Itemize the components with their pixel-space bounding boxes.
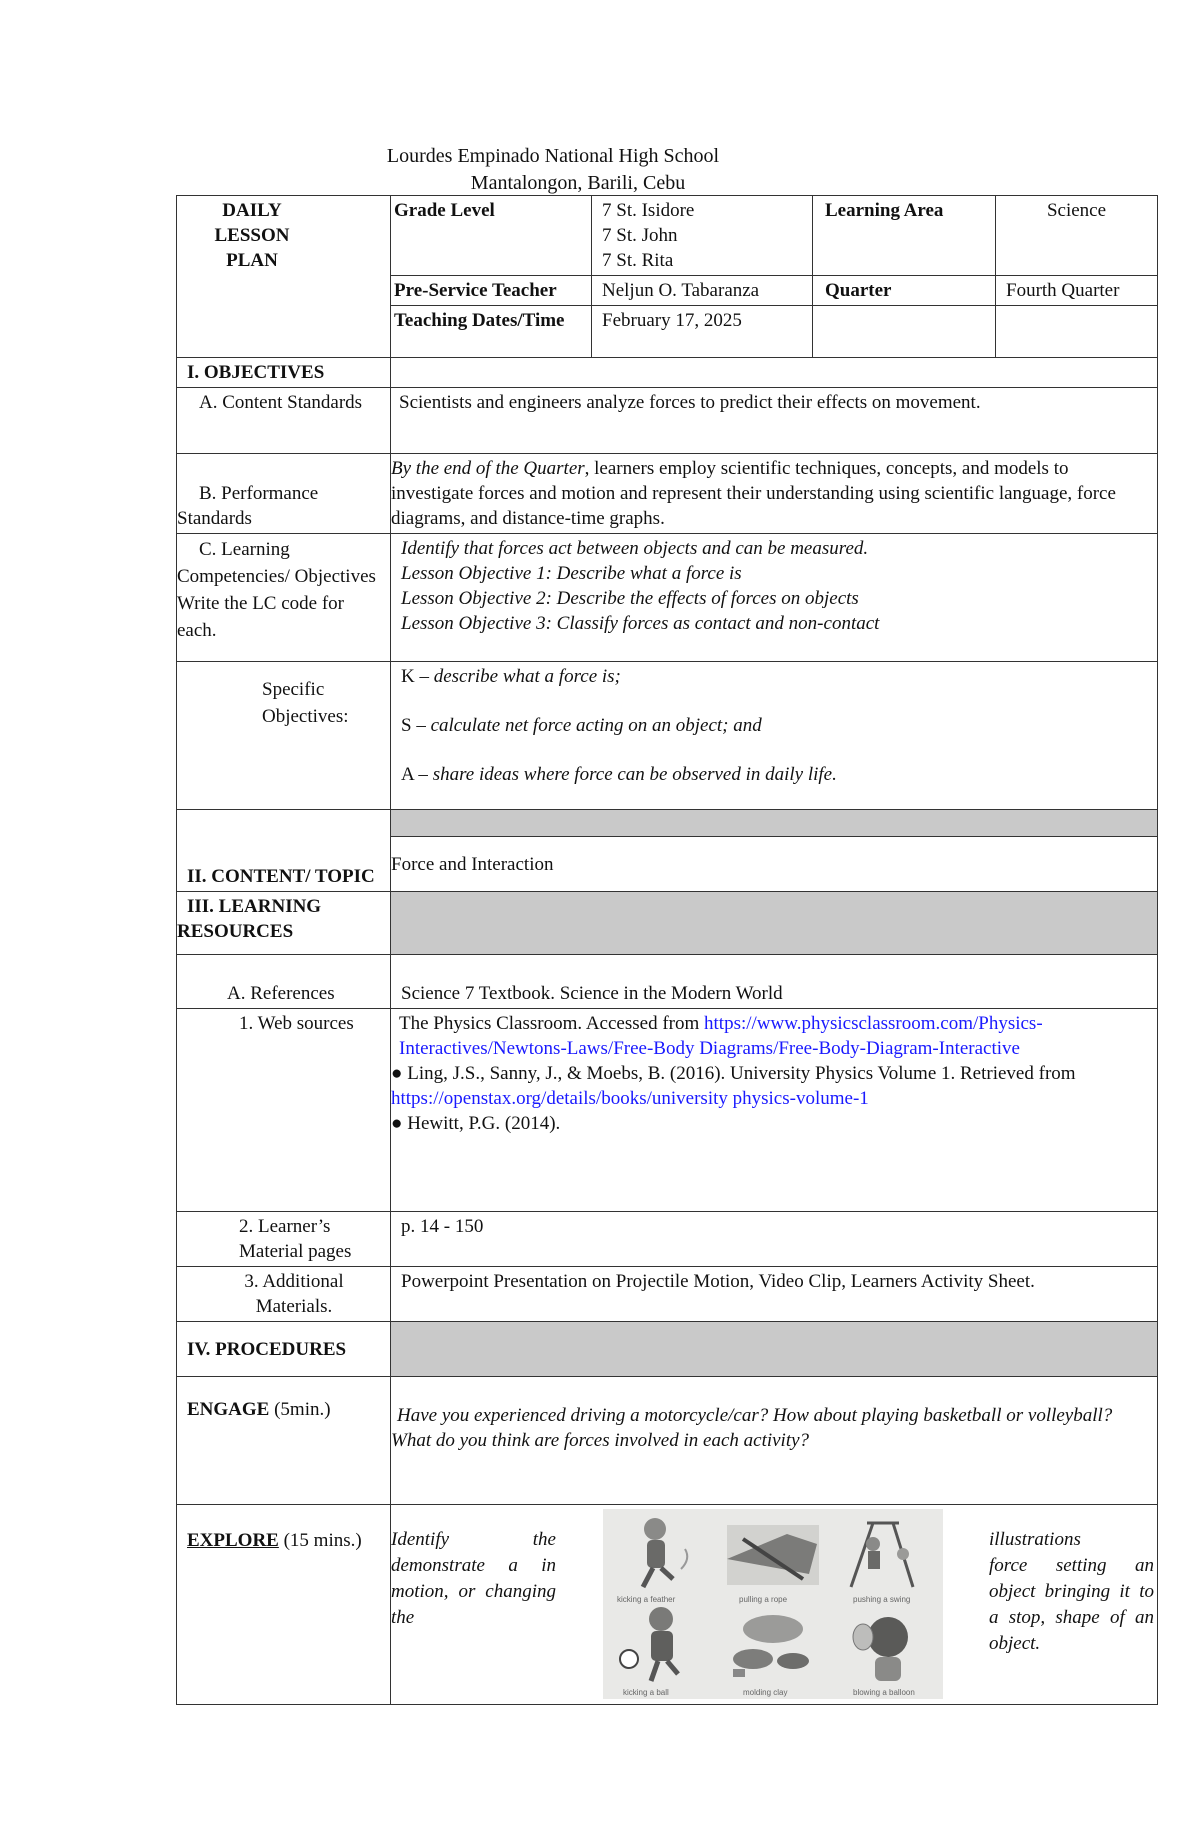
- web-sources-label: 1. Web sources: [177, 1009, 391, 1212]
- references-text: Science 7 Textbook. Science in the Modern World: [391, 955, 1158, 1009]
- dates-value: February 17, 2025: [592, 306, 813, 358]
- quarter-value: Fourth Quarter: [996, 276, 1158, 306]
- competency-item: Lesson Objective 2: Describe the effects of forces on objects: [401, 588, 859, 609]
- explore-illustrations: [603, 1509, 943, 1699]
- section-item: 7 St. Isidore: [602, 200, 695, 221]
- specific-objective-a: [401, 762, 1154, 787]
- specific-objectives-label: Specific Objectives:: [262, 679, 349, 727]
- grade-level-label: Grade Level: [391, 196, 592, 276]
- teacher-name: Neljun O. Tabaranza: [592, 276, 813, 306]
- objectives-heading: I. OBJECTIVES: [177, 358, 391, 388]
- performance-standards-label: [177, 454, 391, 534]
- engage-label: ENGAGE: [187, 1399, 270, 1420]
- shaded-cell: [391, 810, 1158, 837]
- learners-material-pages: p. 14 - 150: [391, 1212, 1158, 1267]
- procedures-heading: IV. PROCEDURES: [177, 1322, 391, 1377]
- competencies-label: [177, 534, 391, 662]
- performance-standards-text: [391, 454, 1158, 534]
- engage-question-2: What do you think are forces involved in each activity?: [391, 1430, 810, 1451]
- sections-cell: [592, 196, 813, 276]
- objective-code: A –: [401, 764, 433, 785]
- engage-cell: [391, 1377, 1158, 1505]
- web-source-link[interactable]: https://openstax.org/details/books/university physics-volume-1: [391, 1088, 869, 1109]
- competency-item: Lesson Objective 3: Classify forces as contact and non-contact: [401, 613, 880, 634]
- objective-text: calculate net force acting on an object; and: [430, 715, 762, 736]
- shaded-cell: [391, 1322, 1158, 1377]
- learners-material-label: 2. Learner’s Material pages: [177, 1212, 391, 1267]
- section-item: 7 St. Rita: [602, 250, 674, 271]
- web-source-1: [391, 1011, 1154, 1061]
- caption-text: molding clay: [742, 1688, 787, 1697]
- performance-standards-label-text: B. Performance Standards: [177, 483, 319, 529]
- web-source-text: The Physics Classroom. Accessed from: [399, 1013, 705, 1034]
- dates-label: Teaching Dates/Time: [391, 306, 592, 358]
- caption-text: kicking a feather: [616, 1595, 675, 1604]
- plan-title-cell: [177, 196, 391, 358]
- empty-cell: [996, 306, 1158, 358]
- competency-item: Identify that forces act between objects and can be measured.: [401, 538, 869, 559]
- force-illustrations-image: [603, 1509, 943, 1699]
- caption-text: pushing a swing: [852, 1595, 910, 1604]
- engage-question-1: Have you experienced driving a motorcycle/car? How about playing basketball or volleyball?: [397, 1405, 1113, 1426]
- additional-materials-label: [177, 1267, 391, 1322]
- explore-instructions-right: [989, 1527, 1154, 1657]
- explore-cell: [391, 1505, 1158, 1705]
- lesson-plan-table: [176, 195, 1158, 1705]
- resources-heading-cell: [177, 892, 391, 955]
- teacher-label: Pre-Service Teacher: [391, 276, 592, 306]
- resources-heading: III. LEARNING RESOURCES: [177, 896, 322, 942]
- competencies-cell: [391, 534, 1158, 662]
- explore-content: [391, 1509, 1154, 1699]
- content-standards-text: Scientists and engineers analyze forces to predict their effects on movement.: [391, 388, 1158, 454]
- explore-instructions-left: Identify the demonstrate a in motion, or changing the: [391, 1529, 556, 1628]
- shaded-cell: [391, 892, 1158, 955]
- school-name: Lourdes Empinado National High School: [386, 145, 720, 167]
- caption-text: blowing a balloon: [852, 1688, 915, 1697]
- school-location: Mantalongon, Barili, Cebu: [470, 172, 686, 194]
- explore-time: (15 mins.): [278, 1530, 362, 1551]
- objective-text: describe what a force is;: [433, 666, 621, 687]
- learning-area-label: Learning Area: [813, 196, 996, 276]
- engage-time: (5min.): [269, 1399, 331, 1420]
- engage-label-cell: [177, 1377, 391, 1505]
- empty-cell: [813, 306, 996, 358]
- specific-objective-k: [401, 664, 1154, 689]
- web-source-3: ● Hewitt, P.G. (2014).: [391, 1113, 561, 1134]
- content-heading: II. CONTENT/ TOPIC: [187, 866, 375, 887]
- objective-code: S –: [401, 715, 431, 736]
- specific-objectives-cell: [391, 662, 1158, 810]
- web-sources-cell: [391, 1009, 1158, 1212]
- web-source-link[interactable]: https://www.physicsclassroom.com/Physics-Interactives/Newtons-Laws/Free-Body Diagrams/Free-Body-Diagram-Interactive: [399, 1013, 1043, 1059]
- explore-label: EXPLORE: [187, 1530, 279, 1551]
- caption-text: kicking a ball: [622, 1688, 669, 1697]
- explore-right-line-1: illustrations: [989, 1529, 1081, 1550]
- content-heading-cell: [177, 810, 391, 892]
- specific-objective-s: [401, 713, 1154, 738]
- section-item: 7 St. John: [602, 225, 678, 246]
- explore-label-cell: [177, 1505, 391, 1705]
- plan-title: DAILY LESSON PLAN: [214, 200, 290, 271]
- objective-text: share ideas where force can be observed in daily life.: [432, 764, 837, 785]
- quarter-label: Quarter: [813, 276, 996, 306]
- specific-objectives-label-cell: [177, 662, 391, 810]
- additional-materials-text: Powerpoint Presentation on Projectile Motion, Video Clip, Learners Activity Sheet.: [391, 1267, 1158, 1322]
- web-source-2: [391, 1061, 1154, 1111]
- topic-text: Force and Interaction: [391, 837, 1158, 892]
- performance-rest: , learners employ scientific techniques, concepts, and models to investigate forces and motion and represent their understanding using scientific language, force diagrams, and distance-time graphs.: [391, 458, 1116, 529]
- explore-right-line-2: force setting an object bringing it to a stop, shape of an object.: [989, 1555, 1154, 1654]
- objective-code: K –: [401, 666, 434, 687]
- content-standards-label: A. Content Standards: [177, 388, 391, 454]
- learning-area-value: Science: [996, 196, 1158, 276]
- references-label: A. References: [177, 955, 391, 1009]
- performance-italic: By the end of the Quarter: [391, 458, 585, 479]
- competencies-label-text: C. Learning Competencies/ Objectives Write the LC code for each.: [177, 539, 376, 641]
- empty-cell: [391, 358, 1158, 388]
- web-source-text: ● Ling, J.S., Sanny, J., & Moebs, B. (2016). University Physics Volume 1. Retrieved from: [391, 1063, 1076, 1084]
- caption-text: pulling a rope: [738, 1595, 787, 1604]
- competency-item: Lesson Objective 1: Describe what a force is: [401, 563, 742, 584]
- additional-materials-label-text: 3. Additional Materials.: [244, 1271, 344, 1317]
